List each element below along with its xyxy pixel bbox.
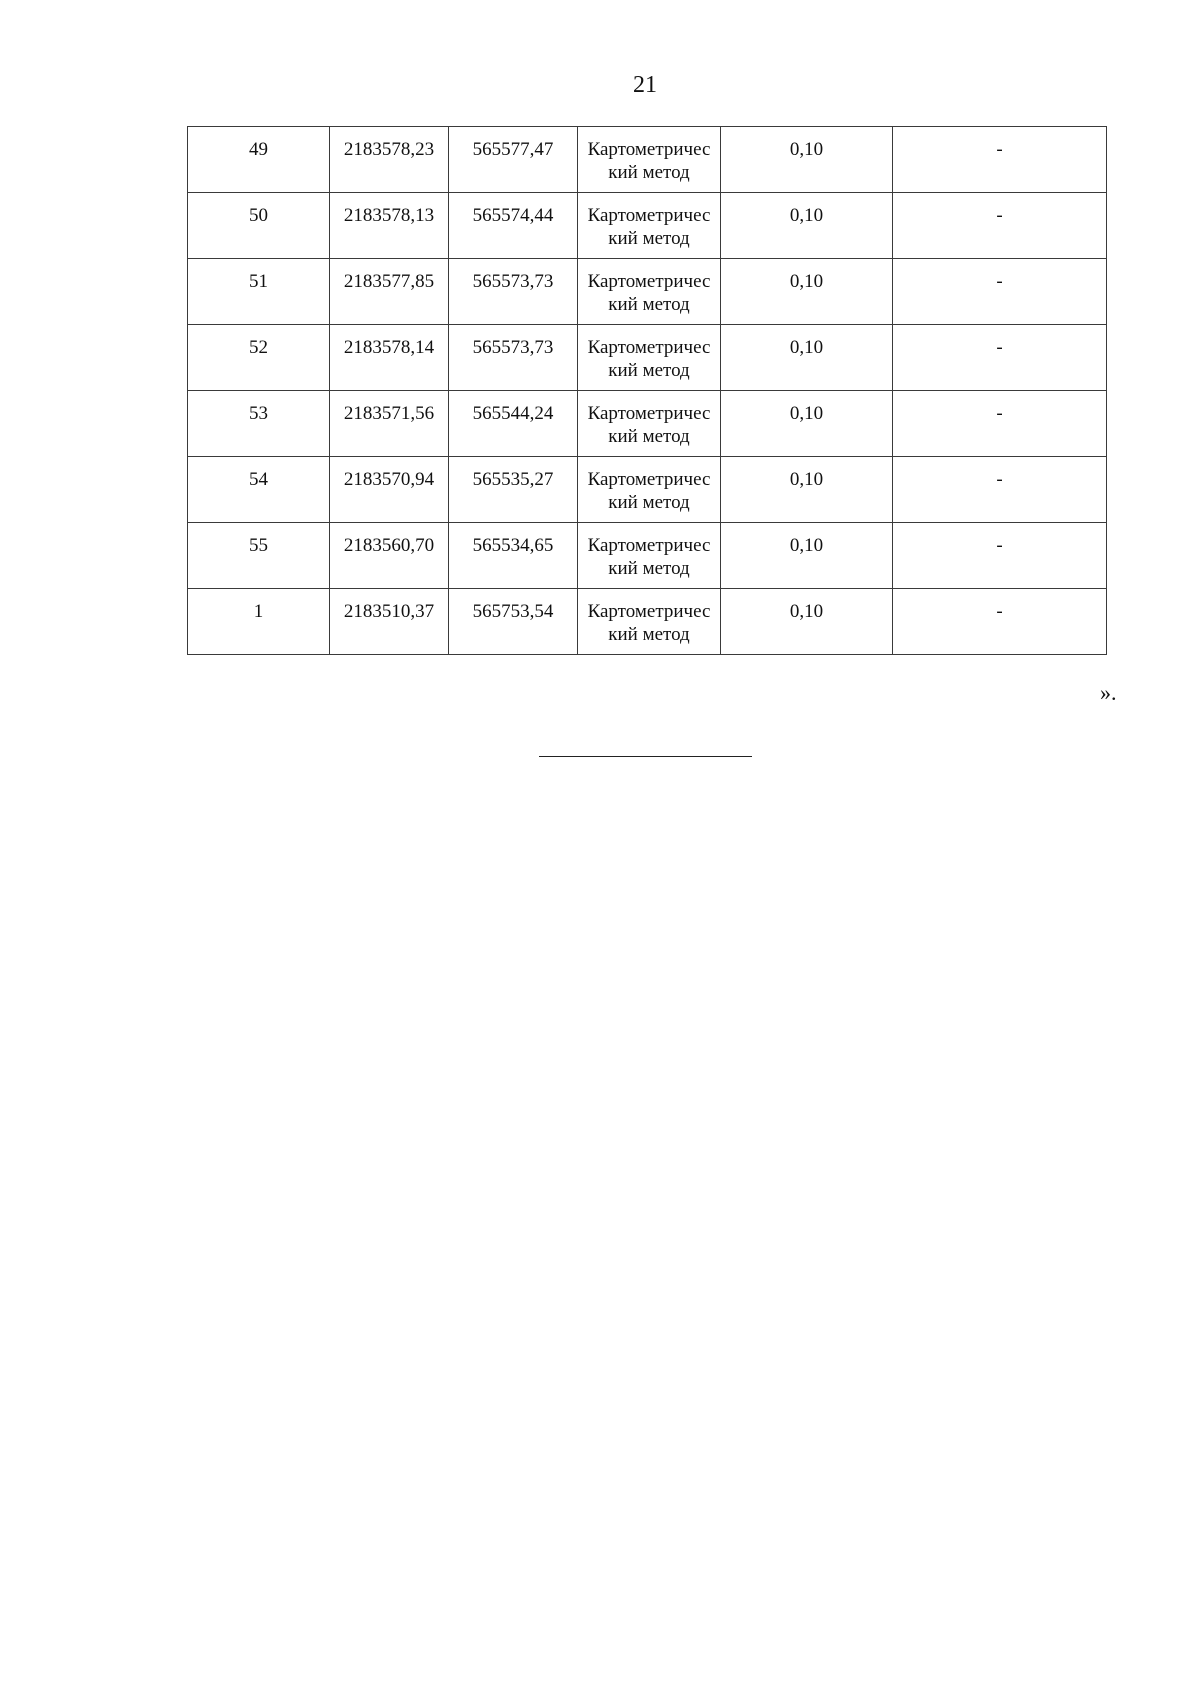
note-cell: - [893, 391, 1107, 457]
end-of-document-rule [539, 756, 752, 757]
table-row [188, 127, 1107, 193]
x-coordinate-cell: 2183560,70 [330, 523, 449, 589]
table-row [188, 325, 1107, 391]
method-text: Картометрический метод [587, 469, 711, 513]
method-text: Картометрический метод [587, 271, 711, 315]
table-row [188, 523, 1107, 589]
table-row [188, 391, 1107, 457]
point-number-cell: 50 [188, 193, 330, 259]
note-cell: - [893, 259, 1107, 325]
method-cell [578, 391, 721, 457]
point-number-cell: 49 [188, 127, 330, 193]
method-text: Картометрический метод [587, 205, 711, 249]
accuracy-cell: 0,10 [721, 193, 893, 259]
note-cell: - [893, 457, 1107, 523]
y-coordinate-cell: 565573,73 [449, 259, 578, 325]
method-text: Картометрический метод [587, 403, 711, 447]
x-coordinate-cell: 2183578,14 [330, 325, 449, 391]
x-coordinate-cell: 2183578,13 [330, 193, 449, 259]
method-cell [578, 193, 721, 259]
method-cell [578, 259, 721, 325]
method-text: Картометрический метод [587, 535, 711, 579]
method-cell [578, 127, 721, 193]
point-number-cell: 53 [188, 391, 330, 457]
x-coordinate-cell: 2183571,56 [330, 391, 449, 457]
table-row [188, 457, 1107, 523]
note-cell: - [893, 325, 1107, 391]
closing-quote-mark: ». [1100, 680, 1117, 705]
method-cell [578, 589, 721, 655]
point-number-cell: 51 [188, 259, 330, 325]
y-coordinate-cell: 565573,73 [449, 325, 578, 391]
point-number-cell: 55 [188, 523, 330, 589]
accuracy-cell: 0,10 [721, 391, 893, 457]
method-cell [578, 523, 721, 589]
x-coordinate-cell: 2183510,37 [330, 589, 449, 655]
accuracy-cell: 0,10 [721, 523, 893, 589]
accuracy-cell: 0,10 [721, 589, 893, 655]
page-number: 21 [633, 72, 657, 98]
y-coordinate-cell: 565544,24 [449, 391, 578, 457]
accuracy-cell: 0,10 [721, 259, 893, 325]
x-coordinate-cell: 2183577,85 [330, 259, 449, 325]
method-cell [578, 325, 721, 391]
accuracy-cell: 0,10 [721, 127, 893, 193]
table-row [188, 589, 1107, 655]
x-coordinate-cell: 2183570,94 [330, 457, 449, 523]
point-number-cell: 1 [188, 589, 330, 655]
method-text: Картометрический метод [587, 337, 711, 381]
y-coordinate-cell: 565753,54 [449, 589, 578, 655]
note-cell: - [893, 589, 1107, 655]
accuracy-cell: 0,10 [721, 325, 893, 391]
table-row [188, 193, 1107, 259]
accuracy-cell: 0,10 [721, 457, 893, 523]
y-coordinate-cell: 565534,65 [449, 523, 578, 589]
y-coordinate-cell: 565574,44 [449, 193, 578, 259]
note-cell: - [893, 193, 1107, 259]
table-row [188, 259, 1107, 325]
note-cell: - [893, 523, 1107, 589]
point-number-cell: 52 [188, 325, 330, 391]
method-text: Картометрический метод [587, 601, 711, 645]
y-coordinate-cell: 565535,27 [449, 457, 578, 523]
coordinates-table [187, 126, 1107, 655]
y-coordinate-cell: 565577,47 [449, 127, 578, 193]
point-number-cell: 54 [188, 457, 330, 523]
method-cell [578, 457, 721, 523]
method-text: Картометрический метод [587, 139, 711, 183]
note-cell: - [893, 127, 1107, 193]
x-coordinate-cell: 2183578,23 [330, 127, 449, 193]
